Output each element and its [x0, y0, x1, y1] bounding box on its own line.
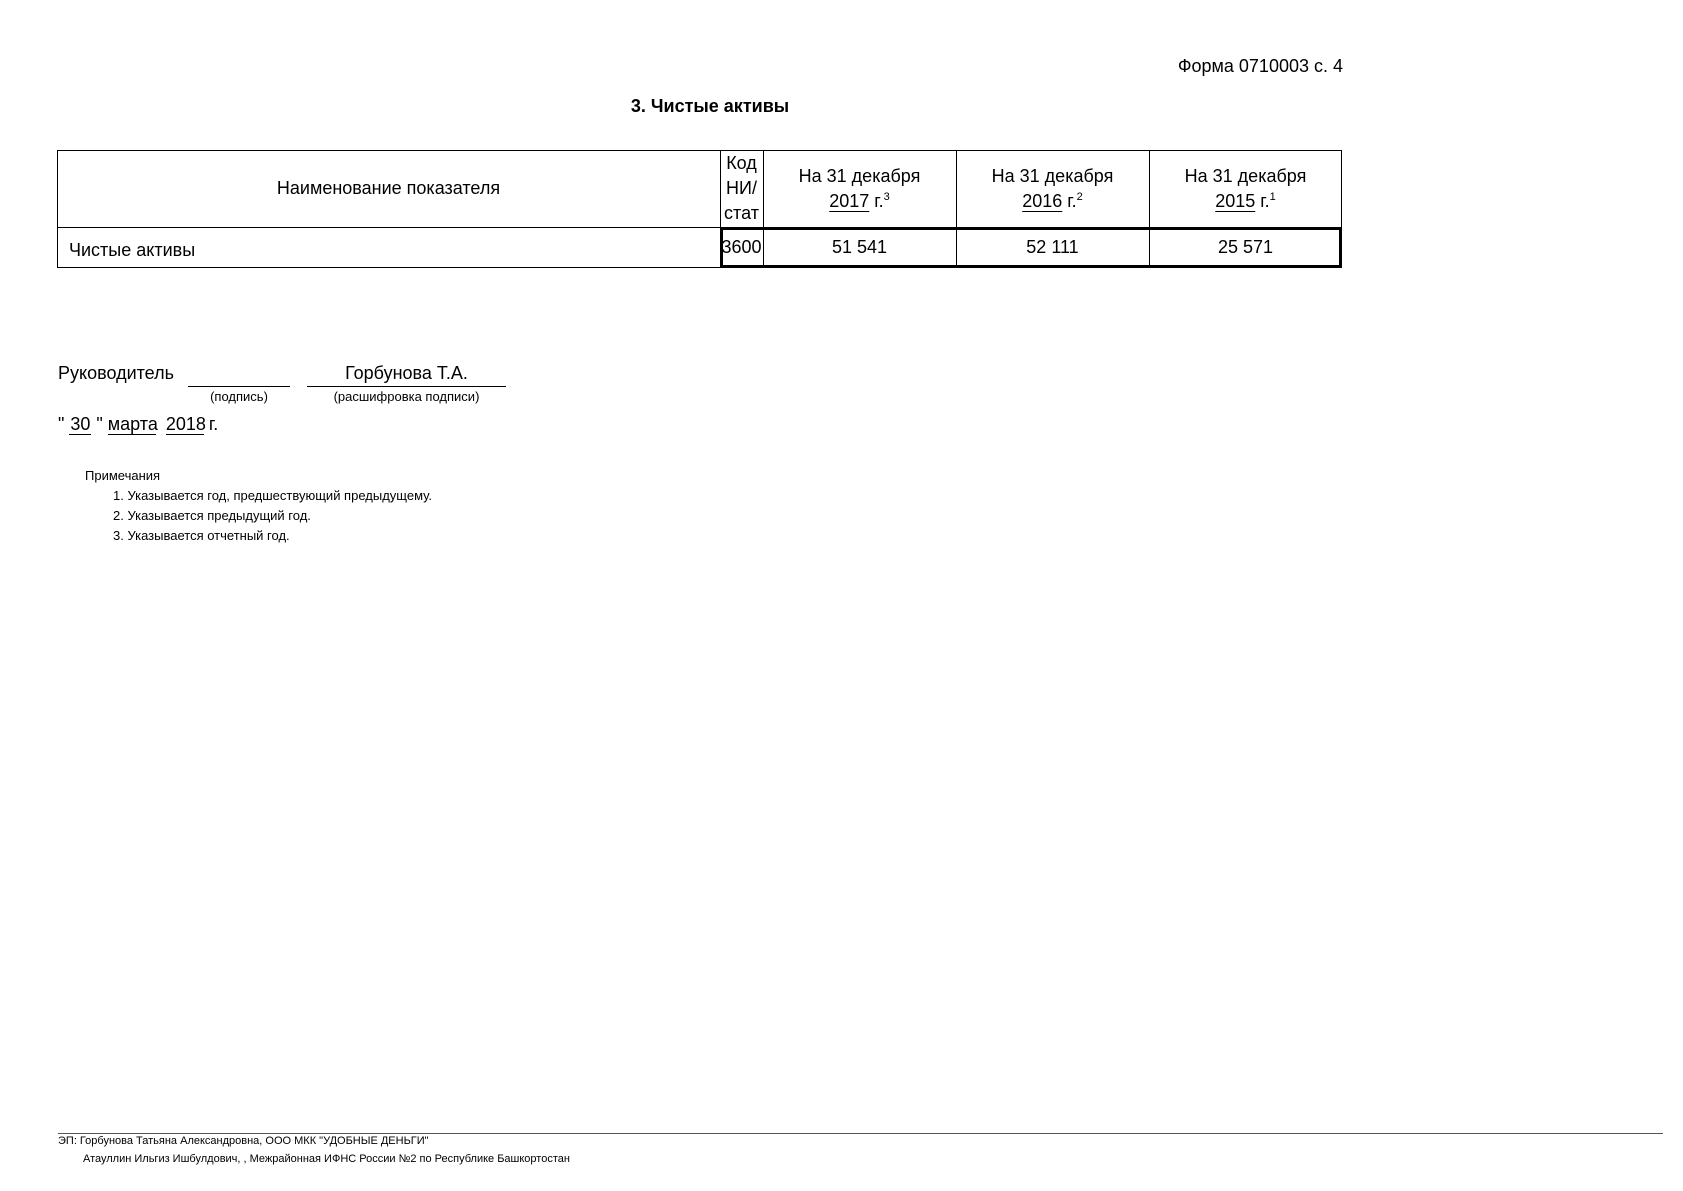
header-indicator-name: Наименование показателя: [276, 178, 501, 198]
period-note-ref: 3: [883, 190, 890, 203]
row-value-2015: 25 571: [1217, 237, 1274, 257]
period-note-ref: 1: [1269, 190, 1276, 203]
period-prefix: На 31 декабря: [798, 165, 921, 186]
period-date: [1215, 189, 1276, 214]
signature-line: [188, 386, 290, 387]
header-code-line: стат: [724, 203, 759, 223]
signatory-name: Горбунова Т.А.: [345, 363, 468, 383]
period-date: [829, 189, 890, 214]
period-suffix: г.: [869, 190, 884, 211]
header-period-2016: [956, 150, 1149, 227]
signature-caption: (подпись): [210, 389, 268, 404]
date-suffix: г.: [208, 414, 219, 434]
footer-signature-line2: Атауллин Ильгиз Ишбулдович, , Межрайонная ИФНС России №2 по Республике Башкортостан: [83, 1153, 570, 1165]
period-prefix: На 31 декабря: [991, 165, 1114, 186]
header-period-2017: [763, 150, 956, 227]
row-value-2016: 52 111: [1026, 237, 1079, 257]
date-year: 2018: [165, 414, 206, 434]
note-item: 3. Указывается отчетный год.: [113, 528, 290, 543]
note-item: 1. Указывается год, предшествующий предыдущему.: [113, 488, 432, 503]
signature-date: " 30 " марта 2018 г.: [58, 414, 219, 434]
note-item: 2. Указывается предыдущий год.: [113, 508, 311, 523]
header-code-line: Код: [726, 153, 757, 173]
date-month: марта: [107, 414, 158, 434]
row-code: 3600: [721, 237, 762, 257]
header-code: [720, 150, 763, 227]
header-code-line: НИ/: [726, 178, 757, 198]
header-divider: [57, 227, 720, 228]
period-note-ref: 2: [1076, 190, 1083, 203]
name-caption: (расшифровка подписи): [333, 389, 480, 404]
period-date: [1022, 189, 1083, 214]
row-indicator-name: Чистые активы: [69, 239, 196, 260]
date-day: 30: [70, 414, 91, 434]
period-year: 2016: [1022, 190, 1063, 211]
period-year: 2015: [1215, 190, 1256, 211]
footer-signature-line1: ЭП: Горбунова Татьяна Александровна, ООО МКК "УДОБНЫЕ ДЕНЬГИ": [58, 1135, 429, 1147]
header-period-2015: [1149, 150, 1342, 227]
section-title: 3. Чистые активы: [630, 96, 790, 116]
period-prefix: На 31 декабря: [1184, 165, 1307, 186]
form-number-label: Форма 0710003 с. 4: [1177, 56, 1343, 76]
row-value-2017: 51 541: [831, 237, 888, 257]
footer-divider: [58, 1133, 1663, 1134]
period-year: 2017: [829, 190, 870, 211]
signatory-role: Руководитель: [58, 363, 174, 383]
notes-title: Примечания: [85, 468, 161, 483]
net-assets-table: [57, 150, 1342, 268]
name-line: [307, 386, 506, 387]
period-suffix: г.: [1255, 190, 1270, 211]
period-suffix: г.: [1062, 190, 1077, 211]
